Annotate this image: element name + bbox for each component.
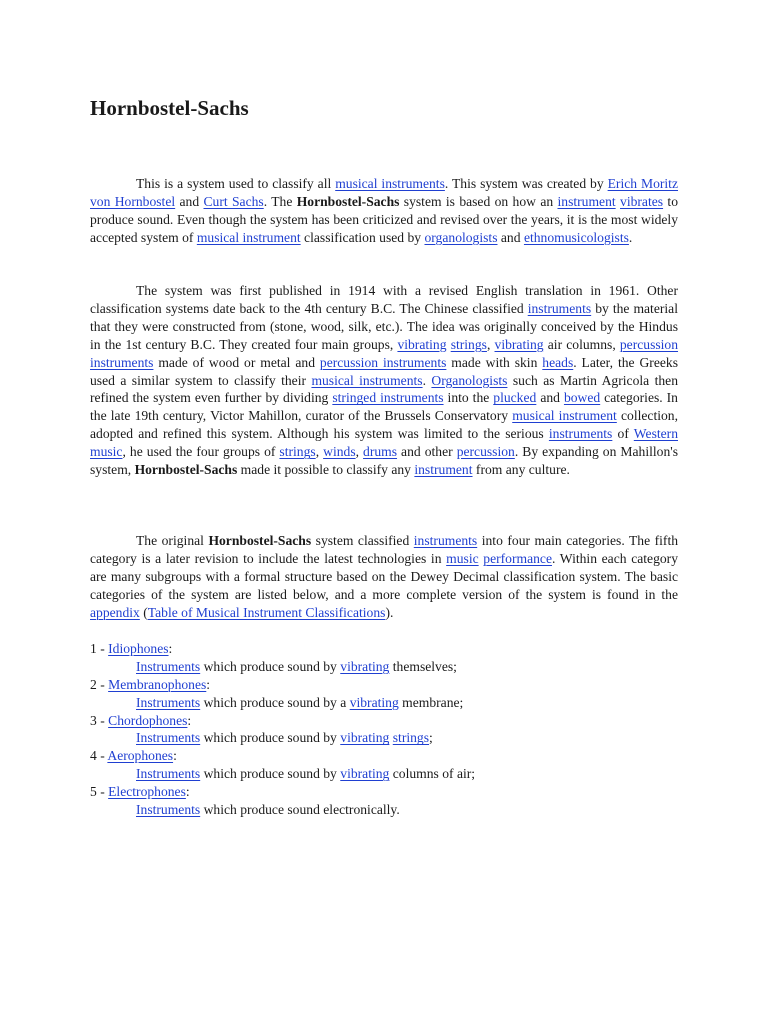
category-list xyxy=(90,640,678,819)
text-run: made with skin xyxy=(446,354,543,370)
category-description xyxy=(90,694,678,712)
text-run: . Later, the Greeks used a similar system to classify their xyxy=(90,354,678,388)
text-run: into the xyxy=(443,390,494,406)
link-instruments[interactable]: Instruments xyxy=(136,766,201,782)
text-run: . By expanding on Mahillon's system, xyxy=(90,444,679,478)
category-number: 4 - xyxy=(90,748,108,764)
category-item xyxy=(90,676,678,694)
link-bowed[interactable]: bowed xyxy=(563,390,601,406)
text-run: , he used the four groups of xyxy=(122,444,280,460)
link-music[interactable]: music xyxy=(446,550,479,566)
link-winds[interactable]: winds xyxy=(323,444,356,460)
text-run: and other xyxy=(397,444,457,460)
link-ethnomusicologists[interactable]: ethnomusicologists xyxy=(523,229,629,245)
text-run: categories. In the late 19th century, Victor Mahillon, curator of the Brussels Conservatory xyxy=(90,390,678,424)
link-performance[interactable]: performance xyxy=(483,550,552,566)
text-run: columns of air; xyxy=(389,766,476,782)
link-musical-instruments[interactable]: musical instruments xyxy=(311,372,423,388)
link-vibrating[interactable]: vibrating xyxy=(340,766,390,782)
link-vibrating[interactable]: vibrating xyxy=(340,730,390,746)
text-run: . Within each category are many subgroups with a formal structure based on the Dewey Decimal classification system. The basic categories of the system are listed below, and a more complete version of the system is found in the xyxy=(90,550,678,602)
link-instruments[interactable]: instruments xyxy=(413,533,478,548)
category-number: 3 - xyxy=(90,712,109,728)
categories-intro-paragraph xyxy=(90,532,678,622)
link-western-music[interactable]: Western music xyxy=(90,426,678,460)
text-run: which produce sound by xyxy=(200,766,341,782)
link-instruments[interactable]: Instruments xyxy=(136,802,201,818)
text-run: membrane; xyxy=(398,694,464,710)
link-instrument[interactable]: instrument xyxy=(557,193,616,209)
category-colon: : xyxy=(168,641,173,656)
text-run: ; xyxy=(429,730,433,746)
link-vibrating[interactable]: vibrating xyxy=(397,336,447,352)
link-instruments[interactable]: instruments xyxy=(548,426,613,442)
link-percussion[interactable]: percussion xyxy=(456,444,515,460)
intro-text xyxy=(90,176,678,245)
category-colon: : xyxy=(206,676,211,692)
link-instruments[interactable]: Instruments xyxy=(136,730,201,746)
text-run: The original xyxy=(136,533,209,548)
text-run: collection, adopted and refined this system. Although his system was limited to the serious xyxy=(90,408,678,442)
category-colon: : xyxy=(173,748,177,764)
link-drums[interactable]: drums xyxy=(363,444,398,460)
text-run: and xyxy=(497,229,524,245)
text-run: made it possible to classify any xyxy=(237,462,415,478)
text-run: air columns, xyxy=(543,336,620,352)
category-description xyxy=(90,729,678,747)
category-link-chordophones[interactable]: Chordophones xyxy=(108,712,188,728)
link-musical-instrument[interactable]: musical instrument xyxy=(512,408,617,424)
category-item xyxy=(90,640,678,658)
category-number: 1 - xyxy=(90,641,109,656)
link-organologists[interactable]: organologists xyxy=(424,229,498,245)
category-number: 2 - xyxy=(90,676,109,692)
text-run: . xyxy=(422,372,432,388)
link-heads[interactable]: heads xyxy=(542,354,574,370)
category-item xyxy=(90,747,678,765)
link-curt-sachs[interactable]: Curt Sachs xyxy=(203,193,264,209)
text-run: themselves; xyxy=(389,658,457,674)
category-description xyxy=(90,658,678,676)
category-link-membranophones[interactable]: Membranophones xyxy=(108,676,207,692)
category-description xyxy=(90,801,678,819)
text-run: The system was first published in 1914 with a revised English translation in 1961. Other classification systems date back to the 4th century B.C. The Chinese classified xyxy=(90,283,678,316)
text-run: such as Martin Agricola then refined the system even further by dividing xyxy=(90,372,678,406)
text-run: which produce sound by a xyxy=(200,694,350,710)
text-run: system classified xyxy=(311,533,414,548)
link-organologists[interactable]: Organologists xyxy=(431,372,508,388)
text-run: which produce sound by xyxy=(200,730,341,746)
link-instrument[interactable]: instrument xyxy=(414,462,473,478)
link-percussion-instruments[interactable]: percussion instruments xyxy=(90,336,679,370)
text-run: and xyxy=(175,193,204,209)
link-musical-instrument[interactable]: musical instrument xyxy=(196,229,301,245)
text-run: classification used by xyxy=(300,229,425,245)
category-item xyxy=(90,712,678,730)
category-description xyxy=(90,765,678,783)
text-run: . xyxy=(628,229,633,245)
category-colon: : xyxy=(187,712,192,728)
category-link-electrophones[interactable]: Electrophones xyxy=(108,784,186,800)
text-run: system is based on how an xyxy=(399,193,558,209)
link-instruments[interactable]: instruments xyxy=(527,300,592,316)
history-text xyxy=(90,283,678,477)
categories-intro-text xyxy=(90,533,678,620)
link-plucked[interactable]: plucked xyxy=(493,390,537,406)
link-erich-moritz-von-hornbostel[interactable]: Erich Moritz von Hornbostel xyxy=(90,176,678,209)
text-run: into four main categories. The fifth category is a later revision to include the latest technologies in xyxy=(90,533,679,566)
link-vibrating[interactable]: vibrating xyxy=(340,658,390,674)
link-musical-instruments[interactable]: musical instruments xyxy=(335,176,445,191)
link-strings[interactable]: strings xyxy=(450,336,487,352)
category-item xyxy=(90,783,678,801)
link-instruments[interactable]: Instruments xyxy=(136,658,201,674)
text-run: from any culture. xyxy=(472,462,570,478)
category-link-idiophones[interactable]: Idiophones xyxy=(108,641,169,656)
text-run: ). xyxy=(385,604,394,620)
link-appendix[interactable]: appendix xyxy=(90,604,140,620)
bold-term: Hornbostel-Sachs xyxy=(296,193,400,209)
text-run: and xyxy=(536,390,564,406)
text-run: . This system was created by xyxy=(444,176,608,191)
text-run: which produce sound by xyxy=(200,658,341,674)
link-strings[interactable]: strings xyxy=(279,444,316,460)
text-run: This is a system used to classify all xyxy=(136,176,336,191)
text-run: made of wood or metal and xyxy=(153,354,320,370)
link-strings[interactable]: strings xyxy=(392,730,430,746)
link-percussion-instruments[interactable]: percussion instruments xyxy=(319,354,447,370)
text-run: of xyxy=(612,426,634,442)
link-vibrating[interactable]: vibrating xyxy=(494,336,544,352)
bold-term: Hornbostel-Sachs xyxy=(208,533,312,548)
text-run: which produce sound electronically. xyxy=(200,802,400,818)
bold-term: Hornbostel-Sachs xyxy=(134,462,238,478)
link-vibrates[interactable]: vibrates xyxy=(620,193,664,209)
link-table-of-musical-instrument-classifications[interactable]: Table of Musical Instrument Classifications xyxy=(147,604,386,620)
history-paragraph xyxy=(90,282,678,479)
text-run: to produce sound. Even though the system has been criticized and revised over the years, it is the most widely accepted system of xyxy=(90,193,678,245)
category-number: 5 - xyxy=(90,784,109,800)
link-instruments[interactable]: Instruments xyxy=(136,694,201,710)
category-colon: : xyxy=(185,784,190,800)
text-run: by the material that they were constructed from (stone, wood, silk, etc.). The idea was originally conceived by the Hindus in the 1st century B.C. They created four main groups, xyxy=(90,300,678,352)
text-run: ( xyxy=(139,604,148,620)
link-stringed-instruments[interactable]: stringed instruments xyxy=(332,390,444,406)
link-vibrating[interactable]: vibrating xyxy=(349,694,399,710)
text-run: . The xyxy=(263,193,297,209)
intro-paragraph xyxy=(90,175,678,247)
text-run: , xyxy=(315,444,324,460)
category-link-aerophones[interactable]: Aerophones xyxy=(107,748,174,764)
page-title: Hornbostel-Sachs xyxy=(90,96,249,120)
text-run: , xyxy=(355,444,364,460)
text-run: , xyxy=(486,336,495,352)
